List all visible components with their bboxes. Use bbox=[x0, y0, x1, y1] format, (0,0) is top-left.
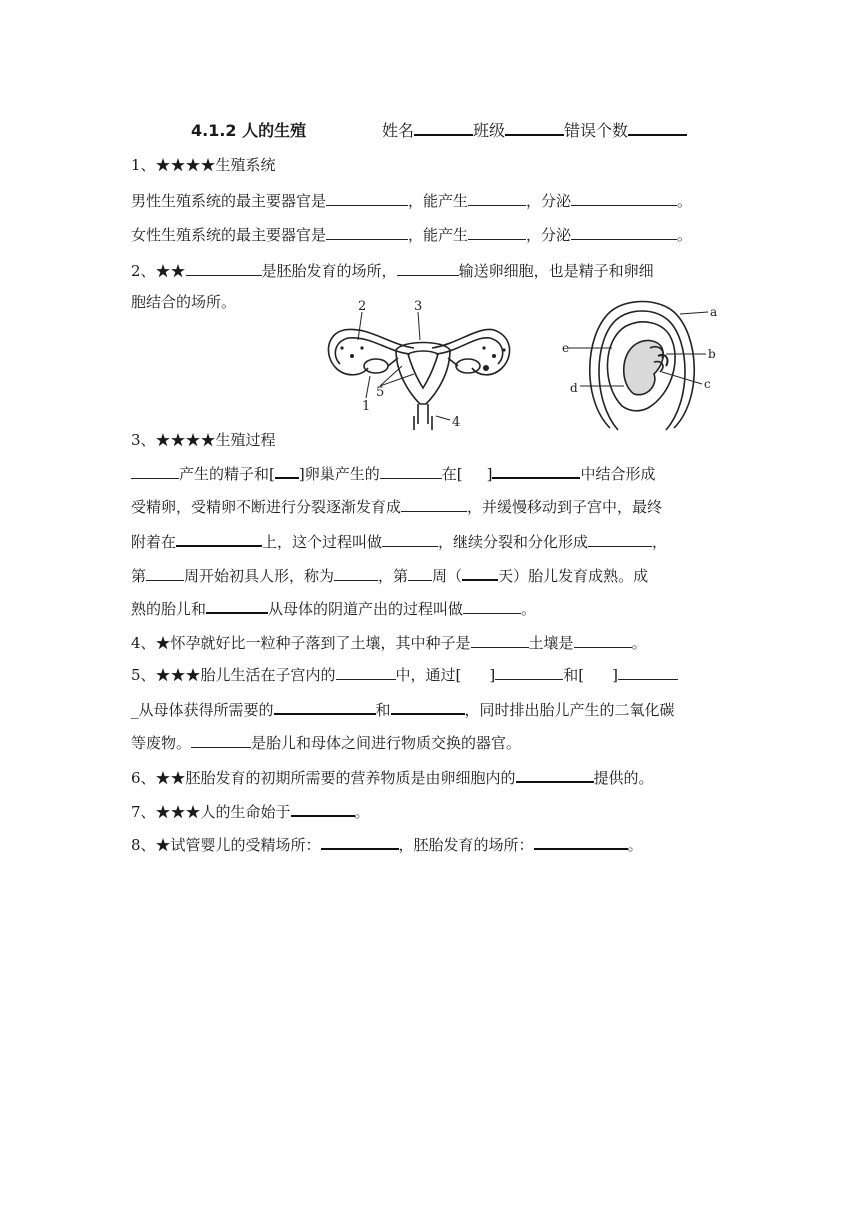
errors-label: 错误个数 bbox=[564, 121, 629, 140]
q8-blank-fertilization[interactable] bbox=[321, 833, 399, 850]
errors-blank[interactable] bbox=[628, 119, 687, 136]
q3-line5 bbox=[131, 597, 536, 619]
q8-text-b: ，胚胎发育的场所： bbox=[398, 836, 534, 854]
class-blank[interactable] bbox=[505, 119, 564, 136]
q5-text-g: 和 bbox=[375, 701, 391, 719]
q3-text-l5b: 从母体的阴道产出的过程叫做 bbox=[268, 600, 464, 618]
fig1-label-4: 4 bbox=[452, 415, 461, 430]
q3-blank-egg[interactable] bbox=[380, 463, 442, 479]
q4-text-b: 土壤是 bbox=[528, 634, 574, 652]
q1-female-text-c: ，分泌 bbox=[526, 226, 572, 244]
q5-text-i: 等废物。 bbox=[131, 734, 192, 752]
q3-text-l4c: ，第 bbox=[378, 567, 409, 585]
q3-blank-ovary-no[interactable] bbox=[275, 462, 299, 479]
q1-male-secrete-blank[interactable] bbox=[571, 190, 677, 206]
page-title: 4.1.2 人的生殖 bbox=[191, 121, 307, 140]
q3-text-l3b: 上，这个过程叫做 bbox=[262, 533, 383, 551]
name-blank[interactable] bbox=[414, 119, 473, 136]
q5-line1 bbox=[131, 664, 678, 685]
q3-text-l1c: 在[ bbox=[441, 465, 463, 483]
q5-line2 bbox=[131, 698, 675, 720]
q8-text-c: 。 bbox=[627, 836, 643, 854]
q3-text-l4a: 第 bbox=[131, 567, 147, 585]
q4-text-a: 4、★怀孕就好比一粒种子落到了土壤，其中种子是 bbox=[131, 634, 471, 652]
fig2-label-e: e bbox=[562, 341, 570, 355]
q5-blank-placenta[interactable] bbox=[618, 664, 678, 680]
q5-blank-oxygen[interactable] bbox=[391, 698, 465, 715]
q2-blank-1[interactable] bbox=[186, 260, 262, 276]
name-label: 姓名 bbox=[382, 121, 415, 140]
header-fields bbox=[382, 118, 687, 141]
q3-blank-lining[interactable] bbox=[176, 530, 262, 547]
q3-text-l1d: ] bbox=[486, 465, 493, 483]
q8-text-a: 8、★试管婴儿的受精场所： bbox=[131, 836, 321, 854]
q3-line2 bbox=[131, 496, 662, 517]
q3-blank-embryo[interactable] bbox=[401, 496, 467, 512]
class-label: 班级 bbox=[473, 121, 506, 140]
q1-female-text-b: ，能产生 bbox=[408, 226, 469, 244]
q2-text-a: 是胚胎发育的场所， bbox=[261, 262, 397, 280]
q3-text-l1a: 产生的精子和[ bbox=[179, 465, 275, 483]
fig1-label-1: 1 bbox=[362, 399, 371, 414]
q1-female-produce-blank[interactable] bbox=[468, 224, 526, 240]
q1-female-organ-blank[interactable] bbox=[326, 224, 408, 240]
q2-blank-2[interactable] bbox=[397, 260, 459, 276]
fig2-label-c: c bbox=[704, 377, 711, 391]
q3-heading: 3、★★★★生殖过程 bbox=[131, 431, 276, 449]
q1-male-end: 。 bbox=[677, 192, 693, 210]
q3-blank-fetus[interactable] bbox=[334, 565, 378, 581]
q5-blank-amniotic[interactable] bbox=[336, 664, 396, 680]
q3-blank-week2[interactable] bbox=[408, 565, 432, 581]
q4-line bbox=[131, 632, 647, 653]
q6-text-a: 6、★★胚胎发育的初期所需要的营养物质是由卵细胞内的 bbox=[131, 769, 516, 787]
q3-text-l3d: ， bbox=[652, 533, 668, 551]
q3-line4 bbox=[131, 564, 648, 586]
q7-line bbox=[131, 800, 370, 822]
q5-blank-cord[interactable] bbox=[495, 664, 563, 680]
q2-line1 bbox=[131, 260, 654, 281]
q7-text-b: 。 bbox=[354, 803, 370, 821]
q5-blank-nutrients[interactable] bbox=[274, 698, 376, 715]
q7-blank-zygote[interactable] bbox=[291, 800, 355, 817]
q1-heading: 1、★★★★生殖系统 bbox=[131, 156, 276, 174]
q3-text-l5c: 。 bbox=[521, 600, 537, 618]
fig1-label-2: 2 bbox=[358, 299, 367, 314]
q1-male-text-a: 男性生殖系统的最主要器官是 bbox=[131, 192, 327, 210]
fetus-uterus-diagram bbox=[562, 296, 722, 434]
q2-line2: 胞结合的场所。 bbox=[131, 293, 237, 311]
q1-female-text-a: 女性生殖系统的最主要器官是 bbox=[131, 226, 327, 244]
q8-blank-development[interactable] bbox=[534, 833, 628, 850]
female-reproductive-diagram bbox=[318, 296, 518, 432]
q5-text-c: ] bbox=[489, 666, 496, 684]
q3-text-l4e: 天）胎儿发育成熟。成 bbox=[498, 567, 649, 585]
q5-blank-exchange-organ[interactable] bbox=[191, 732, 251, 748]
q5-text-j: 是胎儿和母体之间进行物质交换的器官。 bbox=[251, 734, 522, 752]
q4-blank-seed[interactable] bbox=[471, 632, 529, 648]
fig2-label-b: b bbox=[708, 347, 716, 361]
q3-blank-birth[interactable] bbox=[463, 598, 521, 614]
fig2-label-a: a bbox=[710, 305, 718, 319]
fig1-label-3: 3 bbox=[414, 299, 423, 314]
fig1-label-5: 5 bbox=[376, 385, 385, 400]
q3-text-l3c: ，继续分裂和分化形成 bbox=[438, 533, 589, 551]
q3-blank-placenta[interactable] bbox=[206, 597, 268, 614]
q3-blank-form[interactable] bbox=[588, 531, 652, 547]
q1-female-secrete-blank[interactable] bbox=[571, 224, 677, 240]
q7-text-a: 7、★★★人的生命始于 bbox=[131, 803, 291, 821]
q3-text-l2b: ，并缓慢移动到子宫中，最终 bbox=[467, 498, 663, 516]
q6-line bbox=[131, 766, 654, 788]
q3-text-l3a: 附着在 bbox=[131, 533, 177, 551]
q2-lead: 2、★★ bbox=[131, 262, 186, 280]
q1-male-text-c: ，分泌 bbox=[526, 192, 572, 210]
q3-line1 bbox=[131, 462, 655, 484]
q1-male-organ-blank[interactable] bbox=[326, 190, 408, 206]
q5-text-f: _从母体获得所需要的 bbox=[131, 701, 274, 719]
q3-blank-days[interactable] bbox=[462, 564, 498, 581]
q5-text-d: 和[ bbox=[563, 666, 585, 684]
q5-text-b: 中，通过[ bbox=[395, 666, 462, 684]
q3-blank-implantation[interactable] bbox=[382, 531, 438, 547]
q5-text-h: ，同时排出胎儿产生的二氧化碳 bbox=[464, 701, 675, 719]
fig2-label-d: d bbox=[570, 381, 578, 395]
q6-blank-yolk[interactable] bbox=[516, 766, 594, 783]
q8-line bbox=[131, 833, 643, 855]
q3-text-l1e: 中结合形成 bbox=[580, 465, 656, 483]
q3-text-l1b: ]卵巢产生的 bbox=[298, 465, 380, 483]
q1-male-text-b: ，能产生 bbox=[408, 192, 469, 210]
q3-text-l5a: 熟的胎儿和 bbox=[131, 600, 207, 618]
q1-female-line bbox=[131, 224, 692, 245]
q3-blank-testis[interactable] bbox=[131, 463, 179, 479]
q1-male-produce-blank[interactable] bbox=[468, 190, 526, 206]
q2-text-b: 输送卵细胞，也是精子和卵细 bbox=[458, 262, 654, 280]
q4-text-c: 。 bbox=[631, 634, 647, 652]
q1-male-line bbox=[131, 190, 692, 211]
q6-text-b: 提供的。 bbox=[593, 769, 654, 787]
q3-text-l4b: 周开始初具人形，称为 bbox=[184, 567, 335, 585]
q3-text-l4d: 周（ bbox=[432, 567, 463, 585]
q3-line3 bbox=[131, 530, 667, 552]
q3-text-l2a: 受精卵，受精卵不断进行分裂逐渐发育成 bbox=[131, 498, 402, 516]
q3-blank-week[interactable] bbox=[146, 565, 184, 581]
q5-line3 bbox=[131, 732, 521, 753]
q4-blank-soil[interactable] bbox=[574, 632, 632, 648]
q3-blank-tube[interactable] bbox=[492, 462, 580, 479]
q5-text-a: 5、★★★胎儿生活在子宫内的 bbox=[131, 666, 336, 684]
q1-female-end: 。 bbox=[677, 226, 693, 244]
q5-text-e: ] bbox=[612, 666, 618, 684]
